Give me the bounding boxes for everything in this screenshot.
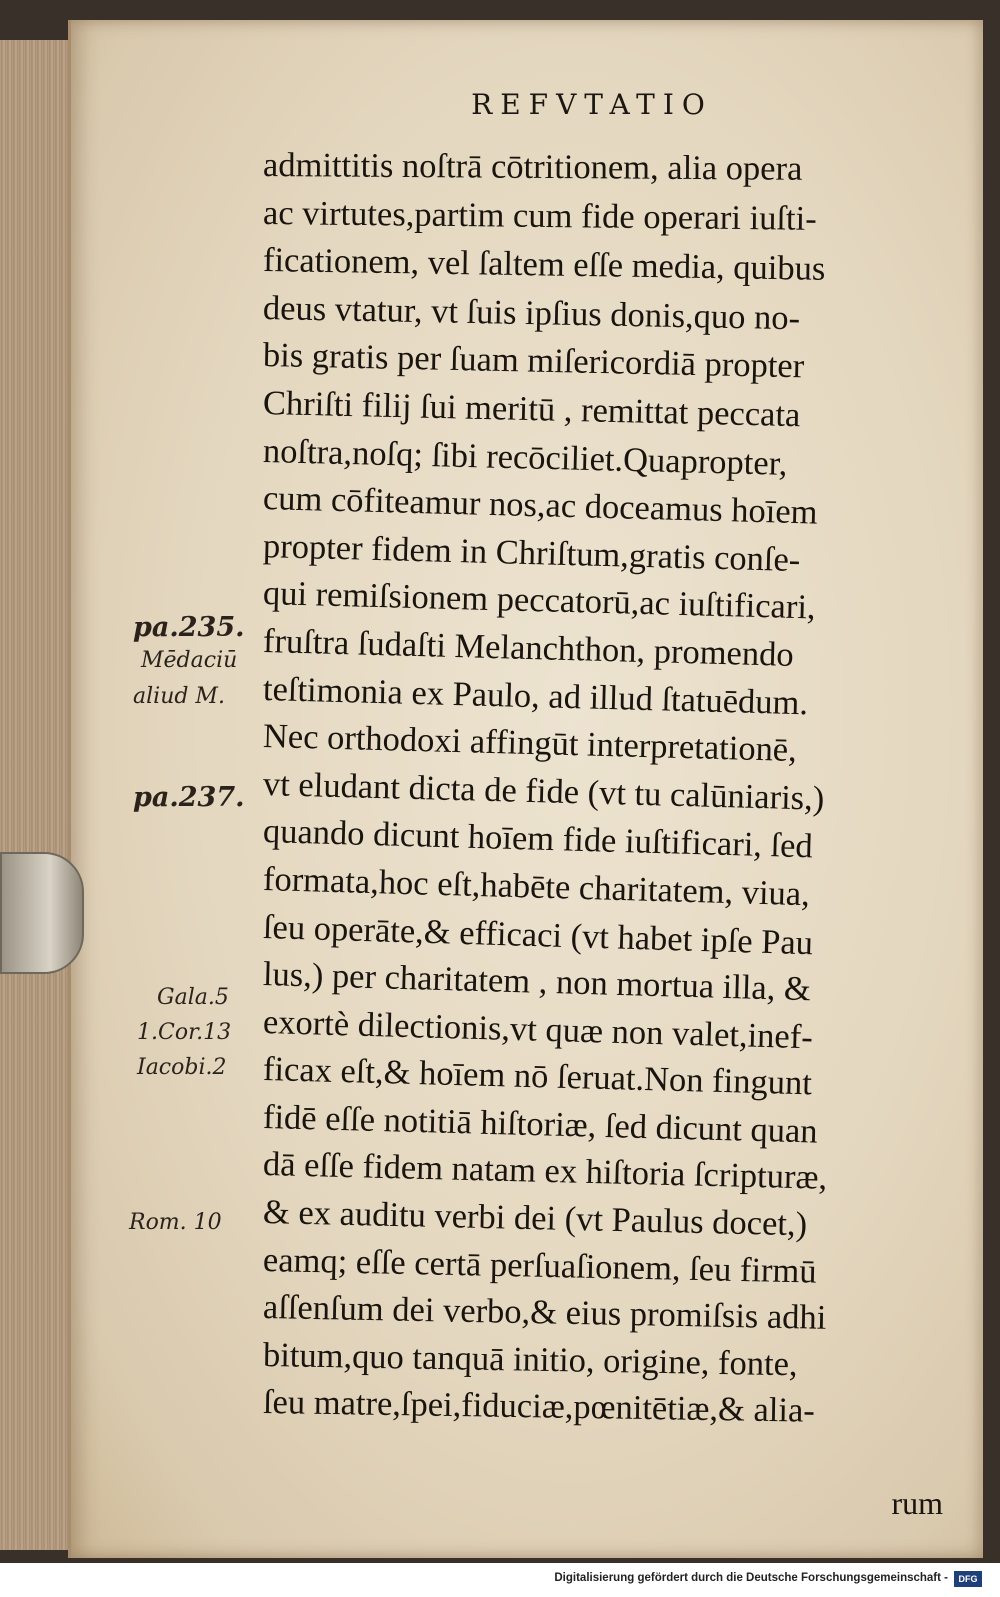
text-line: exortè dilectionis,vt quæ non valet,inef- <box>262 1002 814 1057</box>
text-line: fruſtra ſudaſti Melanchthon, promendo <box>262 621 795 674</box>
running-head: REFVTATIO <box>471 88 713 121</box>
text-line: bis gratis per ſuam miſericordiā propter <box>262 336 805 386</box>
text-line: admittitis noſtrā cōtritionem, alia opera <box>262 146 803 188</box>
text-line: deus vtatur, vt ſuis ipſius donis,quo no- <box>262 288 801 338</box>
text-line: Chriſti filij ſui meritū , remittat peccata <box>262 383 801 435</box>
catchword: rum <box>891 1485 943 1521</box>
text-line: quando dicunt hoīem fide iuſtificari, ſed <box>262 812 814 866</box>
dfg-logo-icon: DFG <box>954 1571 982 1587</box>
margin-note-page-ref: pa.237. <box>133 782 245 813</box>
book-clasp <box>0 852 84 974</box>
margin-note: aliud M. <box>133 684 225 709</box>
text-line: ac virtutes,partim cum fide operari iuſti- <box>262 193 817 238</box>
footer-bar <box>0 1563 1000 1597</box>
text-line: ſeu operāte,& efficaci (vt habet ipſe Pau <box>262 907 814 962</box>
text-line: Nec orthodoxi affingūt interpretationē, <box>262 717 798 770</box>
main-text <box>262 142 963 1431</box>
text-line: noſtra,noſq; ſibi recōciliet.Quapropter, <box>262 431 788 483</box>
text-line: ficax eſt,& hoīem nō ſeruat.Non fingunt <box>262 1050 813 1103</box>
text-line: lus,) per charitatem , non mortua illa, & <box>262 955 812 1009</box>
text-line: propter fidem in Chriſtum,gratis conſe- <box>262 526 801 579</box>
text-line: ſeu matre,ſpei,fiduciæ,pœnitētiæ,& alia- <box>262 1383 816 1431</box>
text-line: dā eſſe fidem natam ex hiſtoria ſcripturæ, <box>262 1145 828 1198</box>
text-line: fidē eſſe notitiā hiſtoriæ, ſed dicunt quan <box>262 1097 819 1151</box>
text-line: eamq; eſſe certā perſuaſionem, ſeu firmū <box>262 1240 817 1291</box>
margin-note-citation: Iacobi.2 <box>137 1055 227 1080</box>
text-line: teſtimonia ex Paulo, ad illud ſtatuēdum. <box>262 669 809 722</box>
margin-note-citation: Rom. 10 <box>129 1210 222 1235</box>
text-line: qui remiſsionem peccatorū,ac iuſtificari, <box>262 574 817 627</box>
margin-note-citation: Gala.5 <box>157 985 229 1010</box>
text-line: aſſenſum dei verbo,& eius promiſsis adhi <box>262 1288 827 1338</box>
text-line: bitum,quo tanquā initio, origine, fonte, <box>262 1335 798 1384</box>
text-line: vt eludant dicta de fide (vt tu calūniaris,) <box>262 764 825 818</box>
book-page <box>68 20 983 1558</box>
text-line: formata,hoc eſt,habēte charitatem, viua, <box>262 859 811 914</box>
text-line: cum cōfiteamur nos,ac doceamus hoīem <box>262 479 819 532</box>
margin-note-page-ref: pa.235. <box>133 612 245 643</box>
text-line: & ex auditu verbi dei (vt Paulus docet,) <box>262 1193 808 1244</box>
margin-note: Mēdaciū <box>141 648 238 673</box>
funding-credit: Digitalisierung gefördert durch die Deutsche Forschungsgemeinschaft - <box>554 1572 948 1584</box>
text-line: ficationem, vel ſaltem eſſe media, quibus <box>262 241 826 289</box>
margin-note-citation: 1.Cor.13 <box>137 1020 232 1045</box>
book-page-edges <box>0 40 77 1550</box>
